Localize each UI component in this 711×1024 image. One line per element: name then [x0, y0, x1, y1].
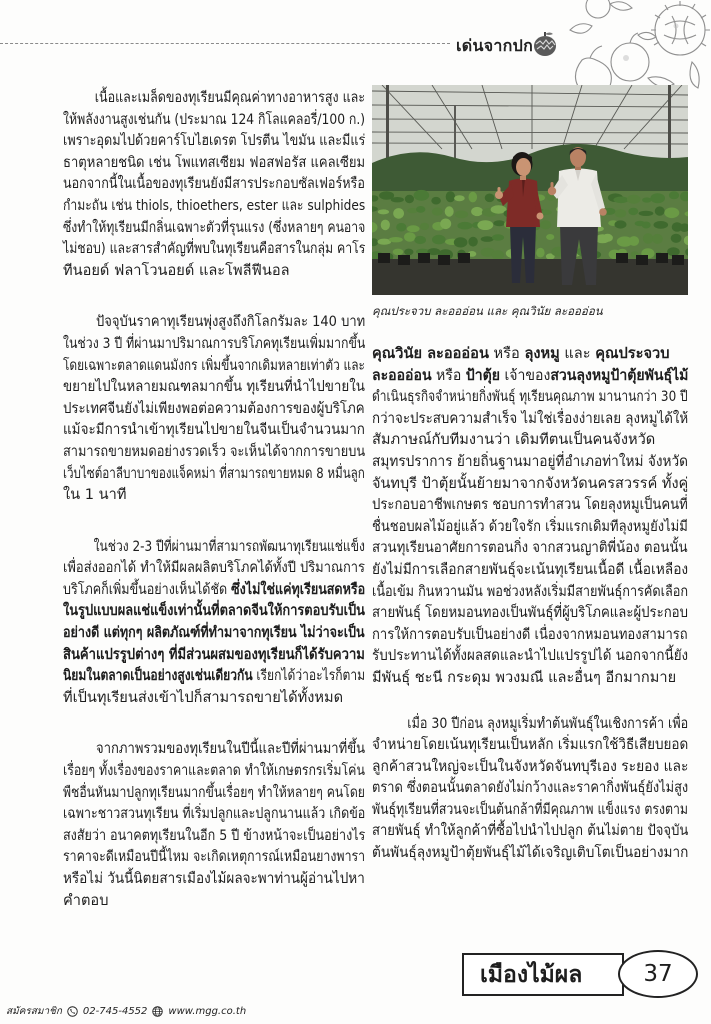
seedling [391, 197, 404, 202]
seedling [615, 209, 627, 217]
emphasis-text: ละอออ่อน [372, 366, 432, 384]
seedling [536, 248, 544, 258]
emphasis-text: ลุงหมู [524, 345, 560, 362]
text-line: เฉพาะชาวสวนทุเรียน ที่เริ่มปลูกและปลูกนานแล้ว เกิดข้อ [63, 805, 366, 823]
text-line: เว็บไซต์อาลีบาบาของแจ็คหม่า ที่สามารถขายหมด 8 หมื่นลูก [63, 464, 365, 482]
text-line: ประเทศจีนยังไม่เพียงพอต่อความต้องการของผู้บริโภค [63, 399, 365, 417]
text-line: ขยายไปในหลายมณฑลมากขึ้น ทุเรียนที่นำไปขายใน [63, 378, 365, 396]
text-line: หรือไม่ วันนี้นิตยสารเมืองไม้ผลจะพาท่านผู้อ่านไปหา [63, 870, 365, 887]
text-line: เนื้อเข้ม กินหวานมัน พอช่วงหลังเริ่มมีสายพันธุ์การคัดเลือก [372, 582, 689, 600]
header-divider [0, 43, 450, 44]
text-line: รับประทานได้ทั้งผลสดและนำไปแปรรูปได้ นอกจากนี้ยัง [372, 647, 689, 665]
text-line: มีพันธุ์ ชะนี กระดุม พวงมณี และอื่นๆ อีกมากมาย [372, 668, 677, 686]
text-line: เมื่อ 30 ปีก่อน ลุงหมูเริ่มทำต้นพันธุ์ในเชิงการค้า เพื่อ [407, 714, 689, 732]
text-line [372, 365, 689, 387]
seedling [389, 237, 403, 242]
text-line [63, 665, 366, 687]
text-span: และ [559, 345, 596, 362]
text-line [63, 579, 366, 601]
text-span: บริโภคก็เพิ่มขึ้นอย่างเห็นได้ชัด [63, 580, 232, 598]
text-line: ลูกค้าสวนใหญ่จะเป็นในจังหวัดจันทบุรีเอง ระยอง และ [372, 757, 689, 775]
seedling [378, 209, 389, 214]
seedling [642, 197, 651, 202]
text-line: สายพันธุ์ โดยหมอนทองเป็นพันธุ์ที่ผู้บริโภคและผู้ประกอบ [372, 604, 688, 622]
durian-icon [531, 31, 559, 59]
article-photo [372, 85, 688, 295]
text-line: ตราด ซึ่งตอนนั้นตลาดยังไม่กว้างและราคากิ่งพันธุ์ยังไม่สูง [372, 779, 689, 797]
subscription-info [6, 1003, 246, 1019]
seedling [454, 237, 468, 247]
seedling [671, 234, 682, 243]
text-line: แม้จะมีการนำเข้าทุเรียนไปขายในจีนเป็นจำนวนมาก [63, 421, 365, 439]
seedling [667, 247, 680, 256]
seedling [455, 211, 468, 219]
emphasis-text: สินค้าแปรรูปต่างๆ ที่มีส่วนผสมของทุเรียนก็ได้รับความ [63, 645, 365, 663]
seedling [414, 190, 430, 201]
seedling [405, 195, 414, 203]
text-line: ที่เป็นทุเรียนส่งเข้าไปก็สามารถขายได้ทั้งหมด [63, 688, 344, 706]
emphasis-text: อย่างดี แต่ทุกๆ ผลิตภัณฑ์ที่ทำมาจากทุเรียน ไม่ว่าจะเป็น [63, 624, 365, 642]
seedling [655, 206, 665, 215]
text-line: คำตอบ [63, 891, 109, 909]
seedling [639, 211, 654, 216]
seedling [602, 234, 613, 242]
text-line: ให้พลังงานสูงเช่นกัน (ประมาณ 124 กิโลแคลอรี่/100 ก.) [63, 110, 366, 128]
text-line: ปัจจุบันราคาทุเรียนพุ่งสูงถึงกิโลกรัมละ 140 บาท [95, 313, 366, 331]
page-number-badge [618, 950, 698, 998]
text-line: ในช่วง 2-3 ปีที่ผ่านมาที่สามารถพัฒนาทุเรียนแช่แข็ง [93, 537, 365, 555]
seedling [541, 210, 552, 215]
text-line: ใน 1 นาที [63, 486, 127, 504]
text-span: เจ้าของ [499, 366, 551, 384]
text-line: ยังไม่มีการเลือกสายพันธุ์จะเน้นทุเรียนเนื้อดี เนื้อเหลือง [372, 560, 689, 578]
seedling [613, 197, 628, 204]
seedling [669, 191, 679, 199]
text-span: หรือ [431, 366, 466, 384]
text-line: จันทบุรี ป้าตุ้ยนั้นย้ายมาจากจังหวัดนครสวรรค์ ทั้งคู่ [372, 474, 689, 492]
magazine-name: เมืองไม้ผล [480, 961, 583, 988]
text-line: ประกอบอาชีพเกษตร ชอบการทำสวน โดยลุงหมูเป็นคนที่ [372, 496, 688, 514]
text-line: สัมภาษณ์กับทีมงานว่า เดิมทีตนเป็นคนจังหวัด [372, 431, 656, 449]
emphasis-text: ซึ่งไม่ใช่แค่ทุเรียนสดหรือ [231, 580, 366, 598]
seedling [652, 234, 663, 244]
seedling [404, 232, 416, 241]
emphasis-text: ในรูปแบบผลแช่แข็งเท่านั้นที่ตลาดจีนให้การตอบรับเป็น [63, 602, 365, 620]
paragraph [63, 738, 365, 911]
seedling [407, 225, 420, 232]
text-line: จากภาพรวมของทุเรียนในปีนี้และปีที่ผ่านมาที่ขึ้น [96, 740, 366, 758]
text-line: ไม่ชอบ) และสารสำคัญที่พบในทุเรียนคือสารในกลุ่ม คาโร [63, 240, 366, 258]
seedling [432, 208, 443, 216]
seedling [481, 236, 494, 242]
seedling [431, 197, 441, 205]
text-line: เรื่อยๆ ทั้งเรื่องของราคาและตลาด ทำให้เกษตรกรเริ่มโค่น [63, 762, 365, 780]
text-line: ธาตุหลายชนิด เช่น โพแทสเซียม ฟอสฟอรัส แคลเซียม [63, 153, 366, 171]
seedling [404, 249, 413, 256]
seedling [664, 208, 679, 219]
right-column [372, 343, 688, 888]
text-line: การให้การตอบรับเป็นอย่างดี เนื่องจากหมอนทองสามารถ [372, 625, 688, 643]
text-line: นอกจากนี้ในเนื้อของทุเรียนยังมีสารประกอบซัลเฟอร์หรือ [63, 175, 365, 193]
seedling [643, 233, 653, 244]
paragraph [63, 311, 365, 505]
seedling [615, 220, 627, 228]
text-line: โดยเฉพาะตลาดแดนมังกร เพิ่มขึ้นจากเดิมหลายเท่าตัว และ [63, 356, 365, 374]
seedling [471, 207, 483, 216]
seedling [393, 208, 404, 219]
seedling [457, 222, 472, 230]
text-line: ทีนอยด์ ฟลาโวนอยด์ และโพลีฟีนอล [63, 261, 290, 279]
text-line: สวนทุเรียนอาศัยการตอนกิ่ง จากสวนญาติพี่น้อง ตอนนั้น [372, 539, 688, 557]
section-title: เด่นจากปก [456, 36, 534, 55]
globe-icon [152, 1006, 163, 1017]
seedling [468, 237, 477, 247]
emphasis-text: สวนลุงหมูป้าตุ้ยพันธุ์ไม้ [550, 366, 689, 384]
seedling [650, 193, 665, 203]
photo-caption: คุณประจวบ ละอออ่อน และ คุณวินัย ละอออ่อน [372, 304, 603, 318]
text-line: สงสัยว่า อนาคตทุเรียนในอีก 5 ปี ข้างหน้าจะเป็นอย่างไร [63, 826, 366, 844]
phone-icon [67, 1006, 78, 1017]
paragraph [63, 536, 365, 709]
text-line: เพราะอุดมไปด้วยคาร์โบไฮเดรต โปรตีน ไขมัน และมีแร่ [63, 132, 366, 150]
text-line: ดำเนินธุรกิจจำหน่ายกิ่งพันธุ์ ทุเรียนคุณภาพ มานานกว่า 30 ปี [372, 388, 688, 406]
seedling [654, 221, 669, 229]
text-line: สมุทรปราการ ย้ายถิ่นฐานมาอยู่ที่อำเภอท่าใหม่ จังหวัด [372, 452, 688, 470]
seedling [454, 195, 465, 201]
seedling [485, 194, 495, 203]
text-line [372, 343, 688, 365]
emphasis-text: ป้าตุ้ย [465, 366, 500, 384]
text-line: ในช่วง 3 ปี ที่ผ่านมาปริมาณการบริโภคทุเรียนเพิ่มมากขึ้น [63, 334, 366, 352]
text-span: หรือ [488, 345, 525, 362]
paragraph [372, 713, 688, 864]
paragraph [372, 343, 688, 689]
seedling [477, 220, 493, 230]
text-line: ต้นพันธุ์ลุงหมูป้าตุ้ยพันธุ์ไม้ได้เจริญเติบโตเป็นอย่างมาก [372, 844, 689, 862]
text-line: พันธุ์ทุเรียนที่สวนจะเป็นต้นกล้าที่มีคุณภาพ แข็งแรง ตรงตาม [372, 800, 689, 818]
paragraph [63, 87, 365, 281]
text-span: เรียกได้ว่าอะไรก็ตาม [252, 667, 366, 685]
seedling [540, 220, 551, 229]
seedling [445, 206, 454, 216]
seedling [446, 191, 455, 202]
text-line: พืชอื่นหันมาปลูกทุเรียนมากขึ้นเรื่อยๆ ทำให้หลายๆ คนโดย [63, 783, 365, 801]
seedling [642, 222, 651, 229]
text-line [63, 622, 365, 644]
seedling [440, 219, 451, 230]
text-line [63, 600, 365, 622]
seedling [396, 223, 406, 232]
seedling [381, 220, 390, 231]
seedling [628, 208, 638, 215]
seedling [469, 192, 478, 203]
magazine-name-box [462, 953, 624, 996]
seedling [492, 250, 505, 260]
phone-number: 02-745-4552 [82, 1005, 148, 1017]
text-line: ราคาจะดีเหมือนปีนี้ไหม จะเกิดเหตุการณ์เหมือนยางพารา [63, 848, 366, 866]
seedling [627, 195, 641, 204]
seedling [416, 206, 425, 213]
seedling [393, 249, 404, 256]
seedling [492, 234, 504, 240]
left-column [63, 87, 365, 941]
seedling [414, 236, 426, 244]
seedling [493, 220, 505, 226]
subscribe-label: สมัครสมาชิก [6, 1005, 62, 1017]
text-line: กว่าจะประสบความสำเร็จ ไม่ใช่เรื่องง่ายเลย ลุงหมูได้ให้ [372, 409, 689, 427]
seedling [629, 236, 639, 246]
emphasis-text: นิยมในตลาดเป็นอย่างสูงเช่นเดียวกัน [63, 667, 253, 685]
page-number: 37 [643, 961, 673, 987]
emphasis-text: คุณวินัย ละอออ่อน [372, 345, 489, 362]
text-line: เพื่อส่งออกได้ ทำให้มีผลผลิตบริโภคได้ทั้งปี ปริมาณการ [63, 559, 365, 577]
text-line [63, 644, 365, 666]
text-line: ซึ่งทำให้ทุเรียนมีกลิ่นเฉพาะตัวที่รุนแรง (ซึ่งหลายๆ คนอาจ [63, 218, 366, 236]
seedling [546, 234, 554, 240]
seedling [432, 235, 446, 245]
text-line: กำมะถัน เช่น thiols, thioethers, ester และ sulphides [63, 196, 366, 214]
text-line: สามารถขายหมดอย่างรวดเร็ว จะเห็นได้จากการขายบน [63, 442, 366, 460]
text-line: ชื่นชอบผลไม้อยู่แล้ว ด้วยใจรัก เริ่มแรกเดิมทีลุงหมูยังไม่มี [372, 517, 688, 535]
text-line: สายพันธุ์ ทำให้ลูกค้าที่ซื้อไปนำไปปลูก ต้นไม่ตาย ปัจจุบัน [372, 822, 689, 840]
website-link[interactable]: www.mgg.co.th [168, 1005, 247, 1017]
text-line: เนื้อและเมล็ดของทุเรียนมีคุณค่าทางอาหารสูง และ [94, 89, 366, 106]
seedling [420, 223, 429, 230]
emphasis-text: คุณประจวบ [595, 345, 670, 362]
text-line: จำหน่ายโดยเน้นทุเรียนเป็นหลัก เริ่มแรกใช้วิธีเสียบยอด [372, 736, 689, 754]
